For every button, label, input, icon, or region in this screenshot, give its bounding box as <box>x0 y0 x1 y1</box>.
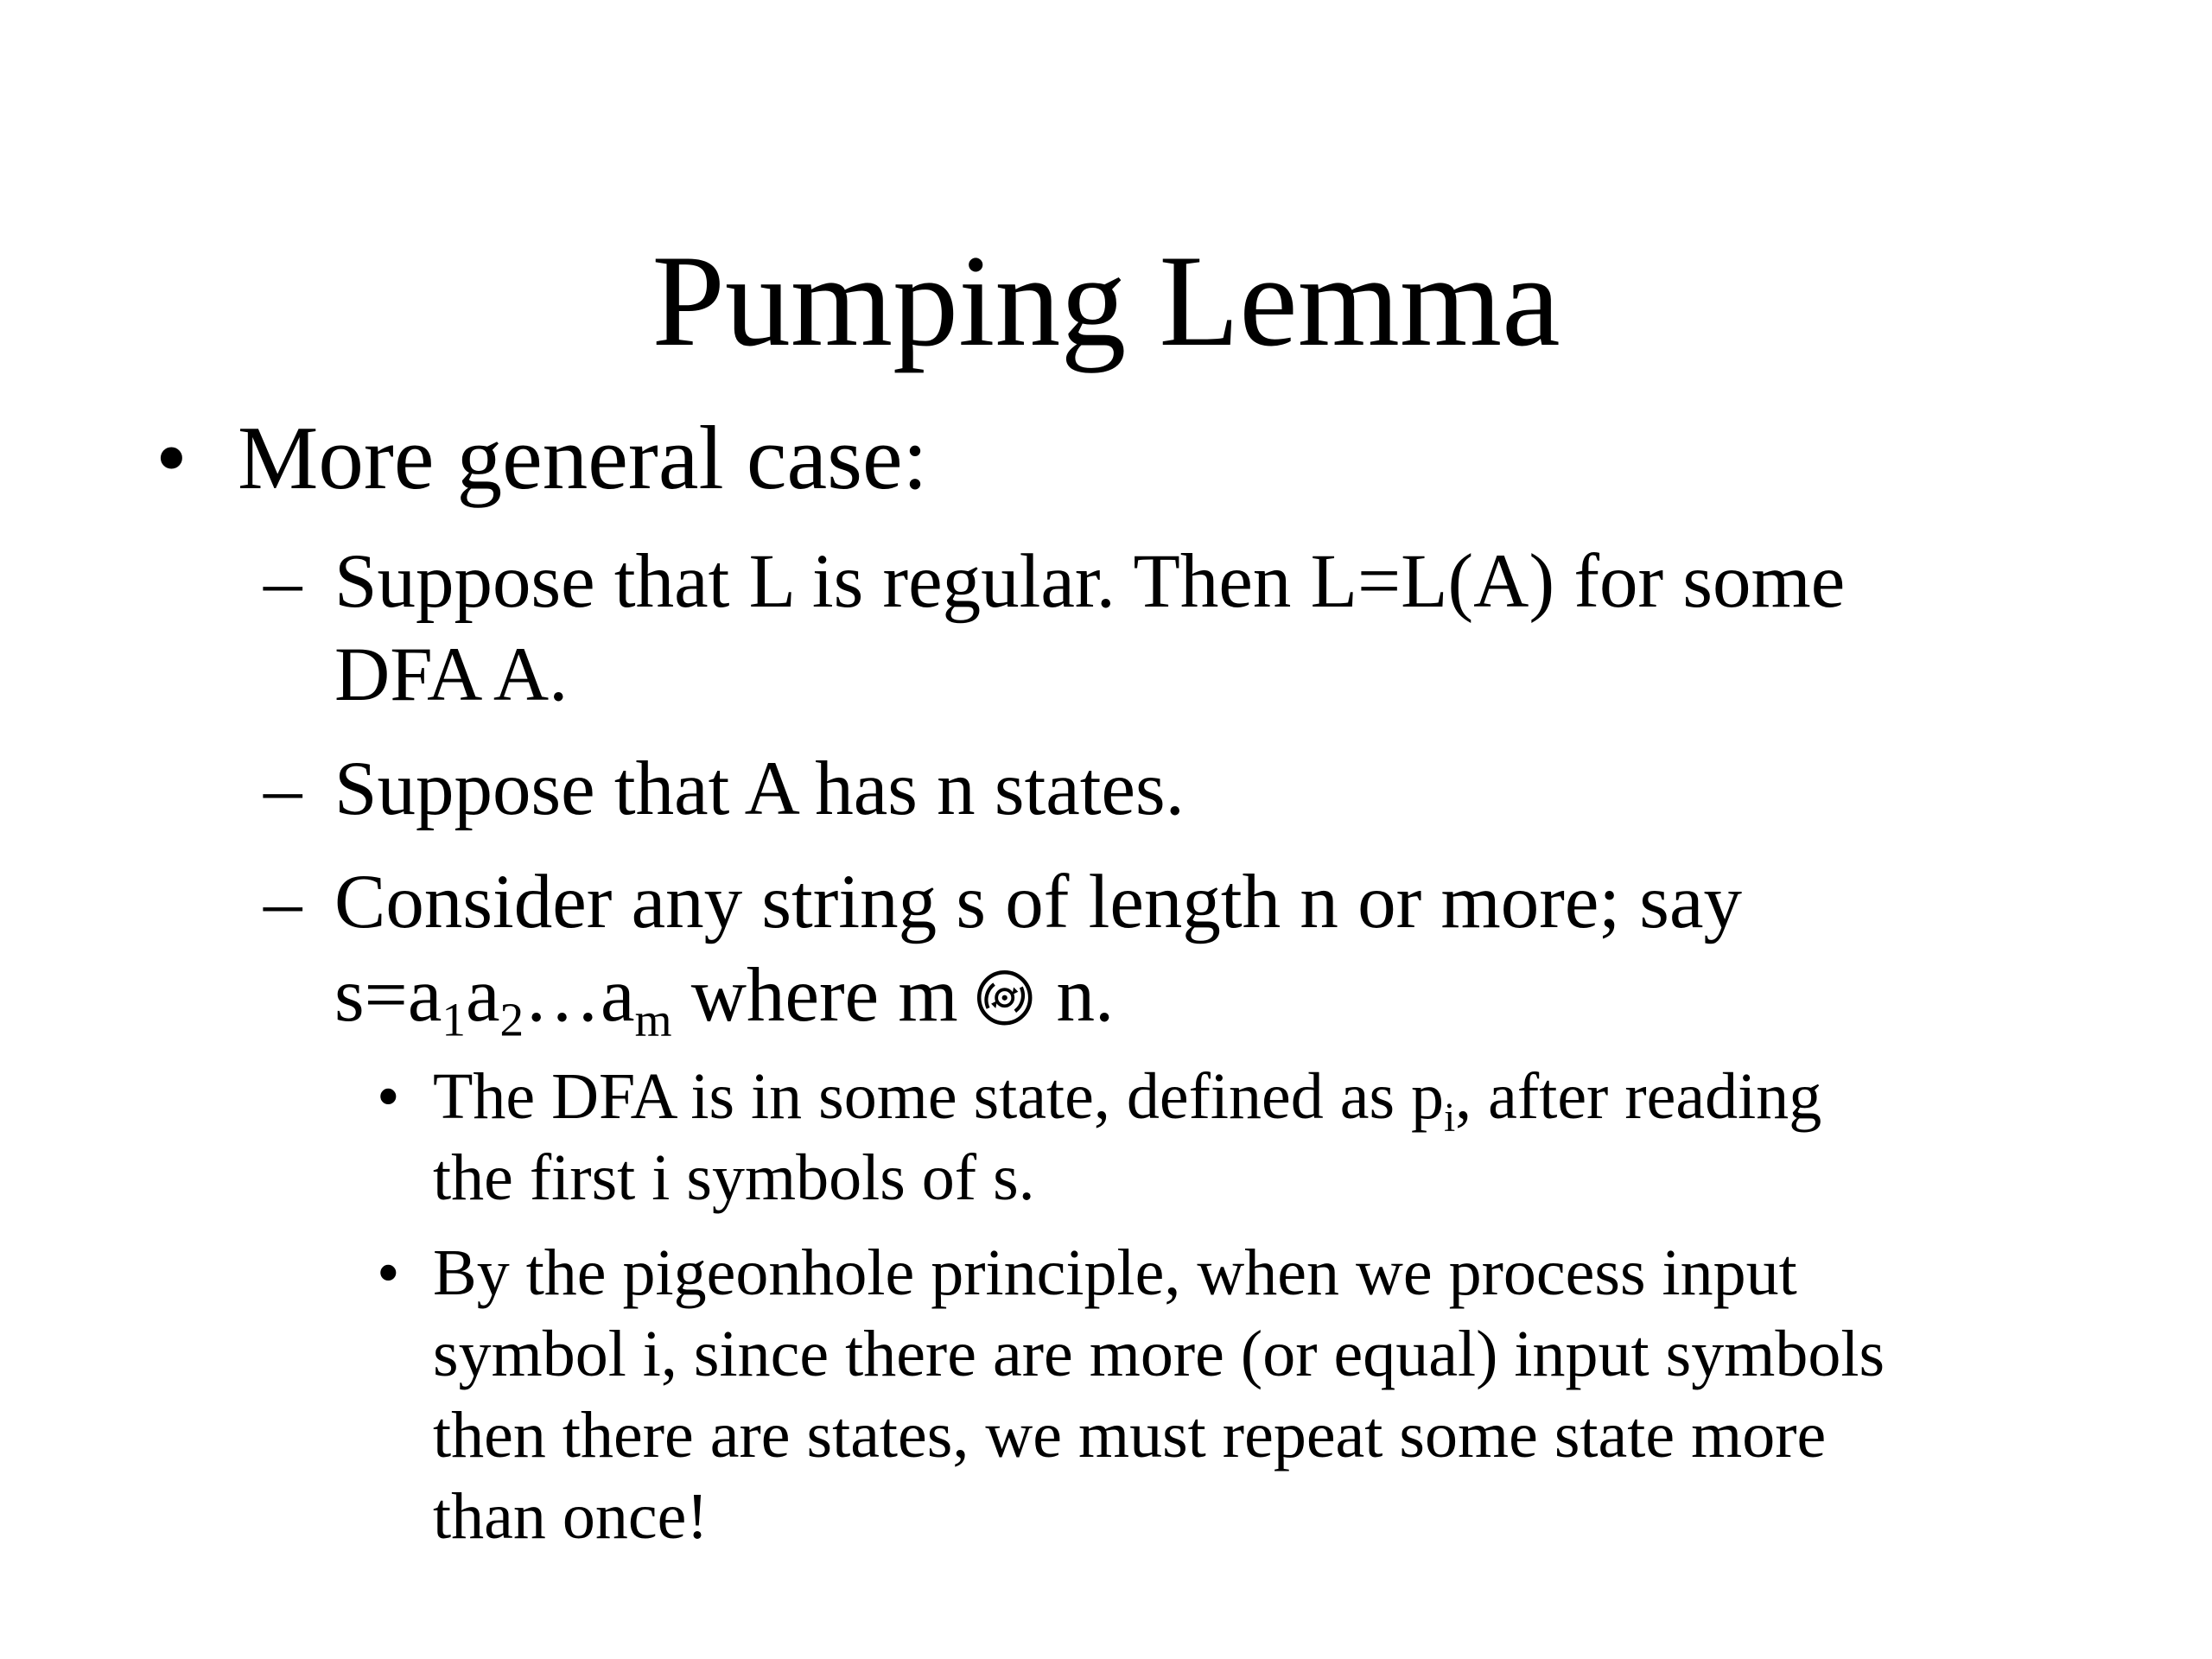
bullet-text: More general case: <box>238 407 928 508</box>
disc-icon <box>975 968 1034 1027</box>
sub-bullet-n-states <box>264 742 2114 836</box>
sub-sub-bullet-line: symbol i, since there are more (or equal) input symbols <box>433 1318 1885 1390</box>
sub-sub-bullet-line: By the pigeonhole principle, when we process input <box>433 1236 1797 1309</box>
sub-sub-bullet-line <box>433 1056 2109 1141</box>
subscript-i: i <box>1444 1096 1456 1141</box>
formula-where: where m <box>671 953 958 1038</box>
sub-sub-bullet-dfa-state <box>377 1056 2109 1218</box>
bullet-marker: • <box>377 1060 400 1133</box>
subscript-m: m <box>634 993 672 1046</box>
sub-sub-bullet-line: the first i symbols of s. <box>433 1141 1035 1214</box>
slide-title: Pumping Lemma <box>652 228 1560 373</box>
sub-bullet-line: Suppose that L is regular. Then L=L(A) for some <box>334 539 1846 624</box>
text-part: The DFA is in some state, defined as p <box>433 1060 1445 1133</box>
subscript-1: 1 <box>442 993 466 1046</box>
sub-bullet-line: DFA A. <box>334 632 569 717</box>
sub-sub-bullet-pigeonhole <box>377 1232 2109 1557</box>
sub-bullet-consider-string <box>264 855 2114 1046</box>
sub-bullet-regular <box>264 535 2114 721</box>
sub-bullet-line: Consider any string s of length n or more; say <box>334 860 1742 944</box>
formula-a2: a <box>465 953 500 1038</box>
dash-marker: – <box>264 539 302 624</box>
sub-bullet-line: Suppose that A has n states. <box>334 747 1185 831</box>
dash-marker: – <box>264 747 302 831</box>
sub-sub-bullet-line: than once! <box>433 1480 709 1553</box>
sub-sub-bullet-line: then there are states, we must repeat some state more <box>433 1399 1827 1471</box>
dash-marker: – <box>264 860 302 944</box>
sub-bullet-formula-line <box>334 949 2114 1046</box>
bullet-marker: • <box>156 407 188 508</box>
text-part: , after reading <box>1455 1060 1822 1133</box>
formula-end: n. <box>1056 953 1115 1038</box>
bullet-marker: • <box>377 1236 400 1309</box>
subscript-2: 2 <box>499 993 524 1046</box>
bullet-more-general-case <box>156 406 928 510</box>
formula-ellipsis: …a <box>524 953 635 1038</box>
formula-s-prefix: s=a <box>334 953 442 1038</box>
